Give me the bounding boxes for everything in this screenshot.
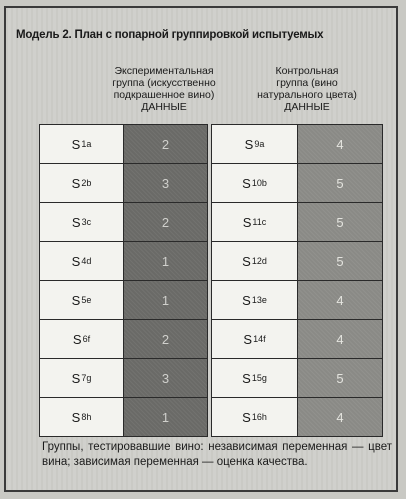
subject-letter: S <box>71 136 81 152</box>
subject-index: 10b <box>251 178 267 188</box>
subject-index: 11c <box>252 217 267 227</box>
subject-index: 9a <box>254 139 265 149</box>
data-value-cell: 5 <box>298 203 382 241</box>
data-value-cell: 1 <box>124 281 207 319</box>
data-value-cell: 2 <box>124 320 207 358</box>
data-value-cell: 3 <box>124 164 207 202</box>
data-value-cell: 4 <box>298 125 382 163</box>
subject-cell <box>40 242 123 280</box>
subject-letter: S <box>71 409 81 425</box>
control-group-header <box>242 65 372 113</box>
data-value-cell: 5 <box>298 164 382 202</box>
subject-index: 16h <box>251 412 267 422</box>
header-line: подкрашенное вино) <box>113 89 215 101</box>
data-value-cell: 2 <box>124 125 207 163</box>
subject-cell <box>40 398 123 436</box>
subject-index: 14f <box>253 334 266 344</box>
subject-letter: S <box>242 253 251 269</box>
subject-cell <box>212 398 297 436</box>
subject-letter: S <box>242 292 251 308</box>
subject-cell <box>40 203 123 241</box>
experimental-group-header <box>94 65 234 113</box>
subject-cell <box>40 359 123 397</box>
subject-index: 6f <box>82 334 91 344</box>
subject-letter: S <box>71 370 81 386</box>
subject-index: 2b <box>81 178 92 188</box>
subject-index: 13e <box>251 295 267 305</box>
subject-cell <box>212 203 297 241</box>
subject-cell <box>212 320 297 358</box>
header-line: группа (искусственно <box>112 77 216 89</box>
subject-cell <box>212 125 297 163</box>
data-value-cell: 5 <box>298 359 382 397</box>
data-value-cell: 2 <box>124 203 207 241</box>
data-value-cell: 4 <box>298 281 382 319</box>
control-group-table <box>211 124 383 437</box>
subject-index: 5e <box>81 295 92 305</box>
subject-letter: S <box>242 409 251 425</box>
subject-index: 1a <box>81 139 92 149</box>
subject-letter: S <box>242 214 252 230</box>
header-line: ДАННЫЕ <box>141 101 187 113</box>
subject-letter: S <box>71 175 81 191</box>
subject-cell <box>212 164 297 202</box>
subject-letter: S <box>242 175 251 191</box>
data-value-cell: 4 <box>298 398 382 436</box>
subject-cell <box>40 320 123 358</box>
subject-cell <box>212 281 297 319</box>
subject-letter: S <box>71 214 81 230</box>
subject-index: 3c <box>81 217 92 227</box>
subject-letter: S <box>71 253 81 269</box>
header-line: группа (вино <box>276 77 338 89</box>
subject-cell <box>212 359 297 397</box>
subject-index: 4d <box>81 256 92 266</box>
header-line: натурального цвета) <box>257 89 357 101</box>
data-value-cell: 1 <box>124 398 207 436</box>
header-line: Контрольная <box>275 65 339 77</box>
subject-letter: S <box>242 370 251 386</box>
header-line: Экспериментальная <box>114 65 214 77</box>
figure-caption: Группы, тестировавшие вино: независимая переменная — цвет вина; зависимая переменная — оценка качества. <box>42 441 392 468</box>
figure-frame <box>4 6 398 492</box>
subject-index: 12d <box>251 256 267 266</box>
subject-index: 7g <box>81 373 92 383</box>
subject-cell <box>212 242 297 280</box>
data-value-cell: 5 <box>298 242 382 280</box>
subject-cell <box>40 125 123 163</box>
header-line: ДАННЫЕ <box>284 101 330 113</box>
data-value-cell: 1 <box>124 242 207 280</box>
subject-letter: S <box>72 331 82 347</box>
subject-cell <box>40 281 123 319</box>
data-value-cell: 4 <box>298 320 382 358</box>
subject-letter: S <box>71 292 81 308</box>
subject-index: 8h <box>81 412 92 422</box>
figure-title: Модель 2. План с попарной группировкой испытуемых <box>16 29 324 41</box>
subject-cell <box>40 164 123 202</box>
subject-letter: S <box>243 331 253 347</box>
data-value-cell: 3 <box>124 359 207 397</box>
experimental-group-table <box>39 124 208 437</box>
subject-index: 15g <box>251 373 267 383</box>
subject-letter: S <box>244 136 254 152</box>
